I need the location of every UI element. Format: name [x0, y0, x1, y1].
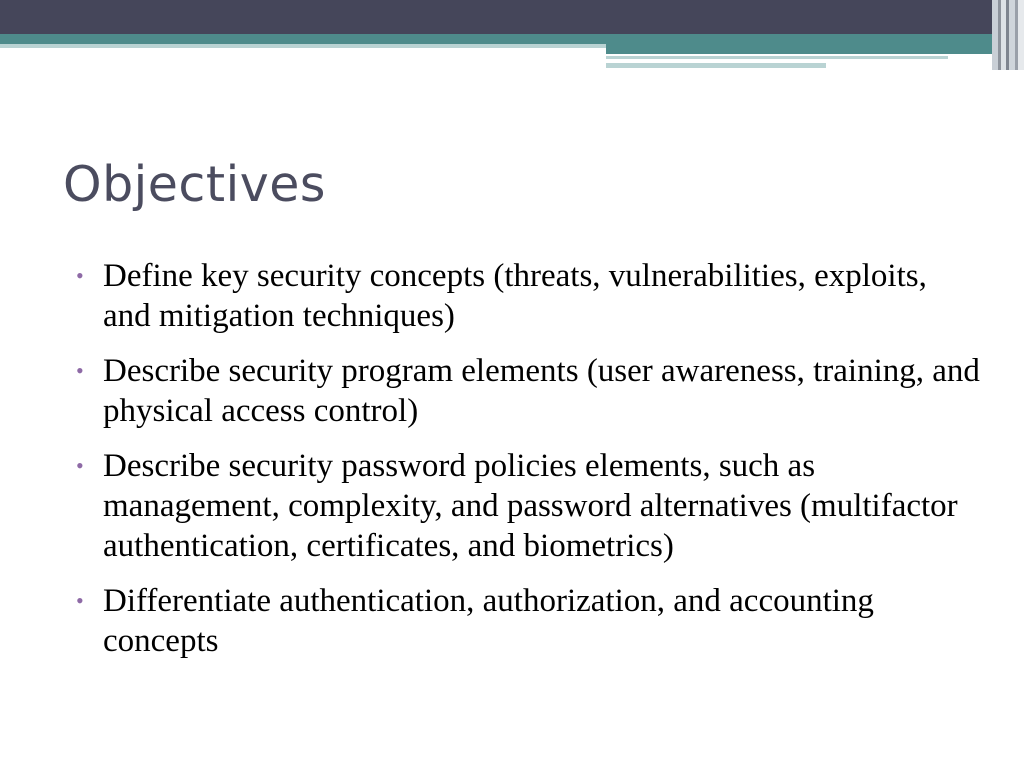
- slide-title: Objectives: [63, 156, 326, 213]
- bullet-icon: •: [76, 588, 84, 613]
- bullet-icon: •: [76, 358, 84, 383]
- bullet-text: Define key security concepts (threats, vulnerabilities, exploits, and mitigation techniques): [103, 258, 927, 334]
- corner-stripe: [1018, 0, 1024, 70]
- corner-stripes: [992, 0, 1024, 70]
- bullet-text: Differentiate authentication, authorization, and accounting concepts: [103, 583, 874, 659]
- header-pale-line: [0, 44, 606, 48]
- bullet-item: [76, 351, 981, 431]
- bullet-icon: •: [76, 453, 84, 478]
- header-dark-band: [0, 0, 1024, 34]
- bullet-text: Describe security program elements (user awareness, training, and physical access control): [103, 353, 980, 429]
- bullet-item: [76, 581, 981, 661]
- bullet-item: [76, 446, 981, 566]
- header-right-line-short: [606, 63, 826, 68]
- bullet-text: Describe security password policies elements, such as management, complexity, and password alternatives (multifactor authentication, certificates, and biometrics): [103, 448, 958, 564]
- header-right-line: [606, 56, 948, 59]
- bullet-item: [76, 256, 981, 336]
- bullet-icon: •: [76, 263, 84, 288]
- header-teal-band: [0, 34, 1024, 44]
- bullet-list: [76, 256, 981, 676]
- header-right-teal-band: [606, 44, 998, 54]
